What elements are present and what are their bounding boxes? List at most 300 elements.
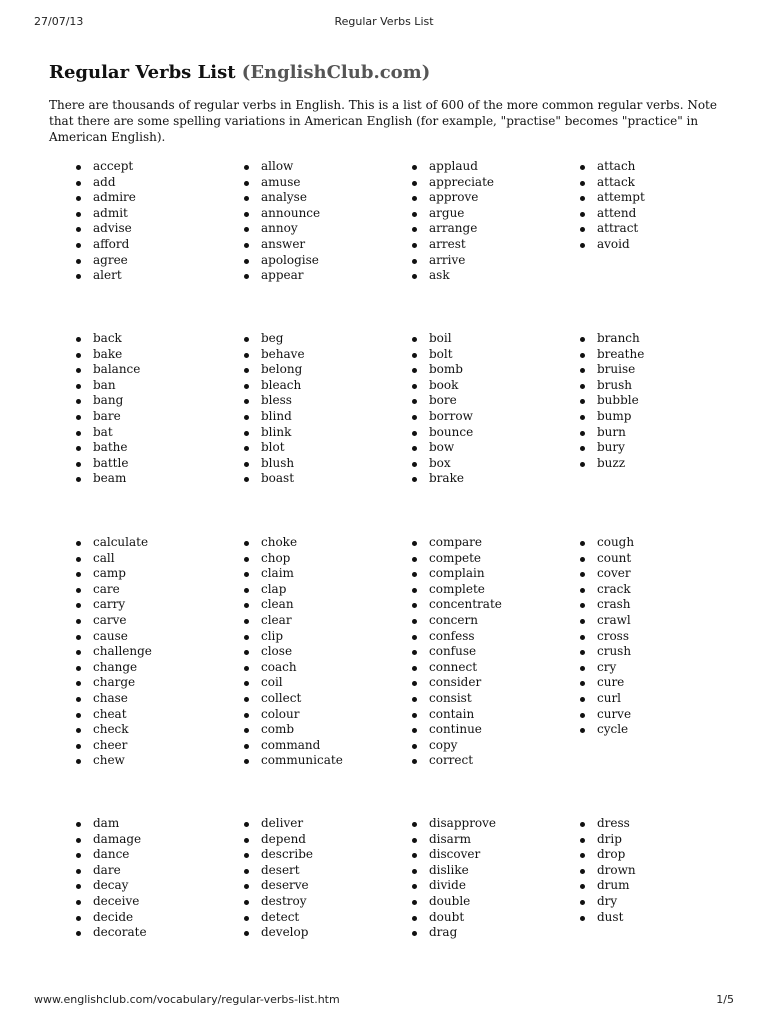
bullet-icon: [76, 415, 81, 420]
bullet-icon: [580, 212, 585, 217]
bullet-icon: [412, 274, 417, 279]
verb-text: concentrate: [429, 597, 502, 612]
verb-list-item: [412, 832, 572, 848]
verb-text: dare: [93, 862, 121, 877]
verb-list-item: [412, 738, 572, 754]
bullet-icon: [580, 196, 585, 201]
verb-list-item: [244, 847, 404, 863]
bullet-icon: [580, 181, 585, 186]
verb-text: advise: [93, 221, 132, 236]
verb-list-item: [412, 206, 572, 222]
verb-list-item: [244, 159, 404, 175]
verb-list-item: [244, 707, 404, 723]
bullet-icon: [244, 650, 249, 655]
bullet-icon: [580, 838, 585, 843]
verb-column: [244, 816, 404, 941]
bullet-icon: [412, 431, 417, 436]
verb-list-item: [580, 629, 740, 645]
verb-column: [580, 816, 740, 925]
verb-list-item: [76, 566, 236, 582]
verb-text: claim: [261, 566, 294, 581]
verb-text: boast: [261, 471, 295, 486]
verb-column: [412, 331, 572, 487]
verb-text: beam: [93, 471, 127, 486]
verb-text: call: [93, 550, 115, 565]
verb-list-item: [76, 175, 236, 191]
verb-text: consider: [429, 675, 482, 690]
verb-text: cry: [597, 659, 617, 674]
bullet-icon: [76, 462, 81, 467]
bullet-icon: [244, 165, 249, 170]
bullet-icon: [580, 415, 585, 420]
verb-text: agree: [93, 252, 128, 267]
verb-list-item: [76, 378, 236, 394]
bullet-icon: [244, 853, 249, 858]
bullet-icon: [244, 243, 249, 248]
bullet-icon: [76, 744, 81, 749]
verb-column: [76, 159, 236, 284]
bullet-icon: [580, 243, 585, 248]
verb-list-item: [244, 878, 404, 894]
verb-text: back: [93, 331, 122, 345]
bullet-icon: [244, 916, 249, 921]
verb-list-item: [76, 535, 236, 551]
bullet-icon: [580, 728, 585, 733]
verb-list-item: [244, 440, 404, 456]
verb-list-item: [244, 925, 404, 941]
verb-list-item: [412, 691, 572, 707]
verb-text: discover: [429, 847, 481, 862]
verb-text: complete: [429, 581, 485, 596]
verb-list-item: [412, 910, 572, 926]
bullet-icon: [244, 259, 249, 264]
verb-text: cause: [93, 628, 128, 643]
verb-text: curl: [597, 690, 622, 705]
verb-list-item: [412, 644, 572, 660]
verb-list-item: [580, 894, 740, 910]
verb-list-item: [244, 644, 404, 660]
bullet-icon: [76, 212, 81, 217]
verb-list-item: [580, 551, 740, 567]
verb-list-item: [412, 660, 572, 676]
verb-text: branch: [597, 331, 640, 345]
bullet-icon: [580, 884, 585, 889]
bullet-icon: [244, 212, 249, 217]
bullet-icon: [76, 557, 81, 562]
verb-list-item: [76, 268, 236, 284]
bullet-icon: [580, 337, 585, 342]
bullet-icon: [580, 650, 585, 655]
verb-text: deserve: [261, 878, 309, 893]
verb-text: correct: [429, 753, 474, 768]
bullet-icon: [412, 399, 417, 404]
verb-text: develop: [261, 925, 309, 940]
bullet-icon: [412, 243, 417, 248]
bullet-icon: [76, 759, 81, 764]
bullet-icon: [76, 384, 81, 389]
verb-list-item: [412, 863, 572, 879]
verb-list-item: [580, 847, 740, 863]
bullet-icon: [412, 165, 417, 170]
bullet-icon: [412, 853, 417, 858]
bullet-icon: [580, 822, 585, 827]
verb-text: afford: [93, 236, 130, 251]
verb-text: decorate: [93, 925, 147, 940]
verb-text: command: [261, 737, 321, 752]
verb-list-item: [580, 644, 740, 660]
bullet-icon: [580, 384, 585, 389]
verb-text: brake: [429, 471, 464, 486]
verb-text: charge: [93, 675, 136, 690]
verb-text: blind: [261, 408, 292, 423]
verb-list-item: [244, 582, 404, 598]
verb-text: doubt: [429, 909, 465, 924]
bullet-icon: [76, 181, 81, 186]
verb-list-item: [412, 268, 572, 284]
verb-list-item: [244, 456, 404, 472]
verb-list-item: [76, 393, 236, 409]
verb-list-item: [244, 613, 404, 629]
verb-list-item: [244, 722, 404, 738]
verb-list-item: [580, 707, 740, 723]
verb-text: disapprove: [429, 816, 497, 830]
verb-text: cure: [597, 675, 625, 690]
bullet-icon: [412, 415, 417, 420]
bullet-icon: [76, 259, 81, 264]
verb-text: collect: [261, 690, 302, 705]
verb-text: compare: [429, 535, 482, 549]
bullet-icon: [76, 431, 81, 436]
verb-list-item: [244, 378, 404, 394]
bullet-icon: [244, 603, 249, 608]
bullet-icon: [412, 884, 417, 889]
verb-text: appreciate: [429, 174, 494, 189]
verb-list-item: [76, 660, 236, 676]
verb-list-item: [76, 471, 236, 487]
bullet-icon: [244, 744, 249, 749]
verb-list-item: [76, 925, 236, 941]
verb-list-item: [244, 331, 404, 347]
bullet-icon: [244, 822, 249, 827]
verb-text: cycle: [597, 722, 629, 737]
bullet-icon: [580, 446, 585, 451]
bullet-icon: [76, 243, 81, 248]
verb-list-item: [412, 425, 572, 441]
verb-text: behave: [261, 346, 305, 361]
verb-column: [244, 331, 404, 487]
verb-list-item: [412, 362, 572, 378]
verb-list-item: [244, 362, 404, 378]
verb-text: curve: [597, 706, 632, 721]
verb-text: change: [93, 659, 138, 674]
verb-list-item: [244, 471, 404, 487]
verb-list-item: [76, 675, 236, 691]
verb-list-item: [580, 440, 740, 456]
bullet-icon: [244, 541, 249, 546]
bullet-icon: [244, 196, 249, 201]
bullet-icon: [244, 681, 249, 686]
verb-text: alert: [93, 268, 122, 283]
verb-text: battle: [93, 455, 129, 470]
verb-text: cheer: [93, 737, 128, 752]
bullet-icon: [244, 884, 249, 889]
verb-text: bare: [93, 408, 121, 423]
verb-list-item: [580, 597, 740, 613]
verb-list-item: [76, 221, 236, 237]
verb-text: blush: [261, 455, 295, 470]
bullet-icon: [412, 759, 417, 764]
verb-text: bow: [429, 440, 455, 455]
verb-list-item: [76, 863, 236, 879]
bullet-icon: [412, 916, 417, 921]
verb-column: [244, 159, 404, 284]
bullet-icon: [76, 650, 81, 655]
verb-list-item: [244, 566, 404, 582]
bullet-icon: [412, 572, 417, 577]
verb-text: deliver: [261, 816, 304, 830]
verb-text: damage: [93, 831, 142, 846]
verb-text: clap: [261, 581, 287, 596]
verb-text: care: [93, 581, 120, 596]
verb-text: destroy: [261, 893, 307, 908]
bullet-icon: [244, 337, 249, 342]
verb-list-item: [580, 691, 740, 707]
verb-text: concern: [429, 612, 478, 627]
bullet-icon: [244, 635, 249, 640]
bullet-icon: [412, 713, 417, 718]
verb-list-item: [244, 535, 404, 551]
bullet-icon: [76, 713, 81, 718]
verb-list-item: [76, 816, 236, 832]
verb-list-item: [76, 237, 236, 253]
verb-column: [76, 535, 236, 769]
verb-list-item: [580, 206, 740, 222]
verb-list-item: [76, 159, 236, 175]
verb-list-item: [244, 816, 404, 832]
bullet-icon: [412, 181, 417, 186]
verb-column: [412, 816, 572, 941]
verb-text: drag: [429, 925, 458, 940]
bullet-icon: [412, 557, 417, 562]
verb-list-item: [580, 175, 740, 191]
verb-text: decay: [93, 878, 129, 893]
bullet-icon: [412, 822, 417, 827]
verb-text: admire: [93, 190, 136, 205]
verb-list-item: [580, 675, 740, 691]
verb-text: dust: [597, 909, 624, 924]
bullet-icon: [580, 557, 585, 562]
verb-text: box: [429, 455, 451, 470]
verb-column: [76, 816, 236, 941]
verb-text: applaud: [429, 159, 478, 173]
verb-list-item: [76, 456, 236, 472]
verb-text: clear: [261, 612, 292, 627]
verb-list-item: [412, 159, 572, 175]
verb-text: dam: [93, 816, 120, 830]
verb-text: apologise: [261, 252, 319, 267]
bullet-icon: [244, 181, 249, 186]
verb-text: bore: [429, 393, 457, 408]
verb-list-item: [580, 456, 740, 472]
bullet-icon: [244, 666, 249, 671]
bullet-icon: [580, 916, 585, 921]
verb-list-item: [412, 878, 572, 894]
bullet-icon: [244, 353, 249, 358]
verb-list-item: [412, 253, 572, 269]
verb-list-item: [76, 847, 236, 863]
verb-text: bolt: [429, 346, 453, 361]
verb-list-item: [580, 331, 740, 347]
bullet-icon: [580, 165, 585, 170]
verb-column: [412, 159, 572, 284]
verb-list-item: [244, 175, 404, 191]
bullet-icon: [76, 619, 81, 624]
verb-list-item: [412, 597, 572, 613]
verb-list-item: [244, 347, 404, 363]
verb-list-item: [412, 221, 572, 237]
verb-list-item: [412, 393, 572, 409]
verb-list-item: [412, 582, 572, 598]
bullet-icon: [580, 541, 585, 546]
bullet-icon: [580, 431, 585, 436]
verb-text: drip: [597, 831, 622, 846]
verb-list-item: [76, 613, 236, 629]
verb-list-item: [580, 535, 740, 551]
bullet-icon: [76, 853, 81, 858]
bullet-icon: [580, 588, 585, 593]
bullet-icon: [580, 681, 585, 686]
verb-text: count: [597, 550, 632, 565]
verb-text: accept: [93, 159, 134, 173]
bullet-icon: [412, 697, 417, 702]
bullet-icon: [580, 635, 585, 640]
bullet-icon: [580, 603, 585, 608]
verb-list-item: [244, 237, 404, 253]
verb-text: add: [93, 174, 116, 189]
verb-text: deceive: [93, 893, 140, 908]
verb-list-item: [580, 660, 740, 676]
verb-text: depend: [261, 831, 306, 846]
verb-list-item: [76, 597, 236, 613]
verb-list-item: [76, 629, 236, 645]
verb-text: annoy: [261, 221, 298, 236]
print-header: [0, 15, 768, 31]
verb-text: blot: [261, 440, 285, 455]
bullet-icon: [244, 415, 249, 420]
heading-text: Regular Verbs List: [49, 62, 236, 83]
verb-text: camp: [93, 566, 126, 581]
verb-list-item: [244, 253, 404, 269]
bullet-icon: [244, 572, 249, 577]
verb-list-item: [580, 722, 740, 738]
bullet-icon: [76, 477, 81, 482]
bullet-icon: [76, 822, 81, 827]
bullet-icon: [412, 650, 417, 655]
bullet-icon: [244, 869, 249, 874]
verb-list-item: [412, 613, 572, 629]
verb-list-item: [580, 910, 740, 926]
verb-text: carve: [93, 612, 127, 627]
bullet-icon: [76, 572, 81, 577]
verb-text: book: [429, 377, 459, 392]
verb-text: consist: [429, 690, 472, 705]
bullet-icon: [412, 227, 417, 232]
verb-text: carry: [93, 597, 126, 612]
bullet-icon: [76, 165, 81, 170]
verb-list-item: [76, 206, 236, 222]
bullet-icon: [580, 666, 585, 671]
bullet-icon: [412, 477, 417, 482]
verb-list-item: [244, 206, 404, 222]
verb-text: bake: [93, 346, 123, 361]
verb-text: beg: [261, 331, 284, 345]
verb-list-item: [580, 613, 740, 629]
intro-paragraph: There are thousands of regular verbs in English. This is a list of 600 of the more common regular verbs. Note that there are some spelling variations in American English (for example, "practise" becomes "practice" in American English).: [49, 98, 717, 144]
bullet-icon: [580, 713, 585, 718]
verb-text: arrest: [429, 236, 466, 251]
verb-list-item: [244, 863, 404, 879]
verb-list-item: [244, 629, 404, 645]
verb-list-item: [580, 425, 740, 441]
bullet-icon: [76, 681, 81, 686]
verb-text: check: [93, 722, 129, 737]
verb-text: analyse: [261, 190, 307, 205]
bullet-icon: [580, 697, 585, 702]
verb-list-item: [412, 753, 572, 769]
bullet-icon: [244, 477, 249, 482]
bullet-icon: [244, 900, 249, 905]
verb-list-item: [580, 863, 740, 879]
bullet-icon: [412, 462, 417, 467]
verb-text: compete: [429, 550, 482, 565]
verb-column: [76, 331, 236, 487]
verb-list-item: [76, 409, 236, 425]
bullet-icon: [580, 869, 585, 874]
bullet-icon: [76, 337, 81, 342]
bullet-icon: [244, 838, 249, 843]
verb-list-item: [76, 551, 236, 567]
verb-text: attack: [597, 174, 635, 189]
bullet-icon: [580, 368, 585, 373]
verb-column: [580, 535, 740, 738]
bullet-icon: [244, 619, 249, 624]
verb-text: decide: [93, 909, 134, 924]
verb-text: bubble: [597, 393, 639, 408]
verb-list-item: [76, 878, 236, 894]
verb-text: connect: [429, 659, 478, 674]
verb-list-item: [76, 738, 236, 754]
verb-list-item: [580, 362, 740, 378]
bullet-icon: [412, 603, 417, 608]
verb-list-item: [412, 378, 572, 394]
verb-text: blink: [261, 424, 292, 439]
verb-text: boil: [429, 331, 452, 345]
verb-list-item: [244, 393, 404, 409]
verb-list-item: [580, 393, 740, 409]
verb-text: allow: [261, 159, 294, 173]
verb-list-item: [412, 551, 572, 567]
verb-text: crush: [597, 644, 632, 659]
bullet-icon: [412, 744, 417, 749]
verb-text: belong: [261, 362, 303, 377]
verb-text: cough: [597, 535, 635, 549]
bullet-icon: [580, 619, 585, 624]
verb-list-item: [412, 471, 572, 487]
verb-list-item: [76, 894, 236, 910]
verb-list-item: [412, 237, 572, 253]
verb-list-item: [580, 347, 740, 363]
bullet-icon: [76, 635, 81, 640]
